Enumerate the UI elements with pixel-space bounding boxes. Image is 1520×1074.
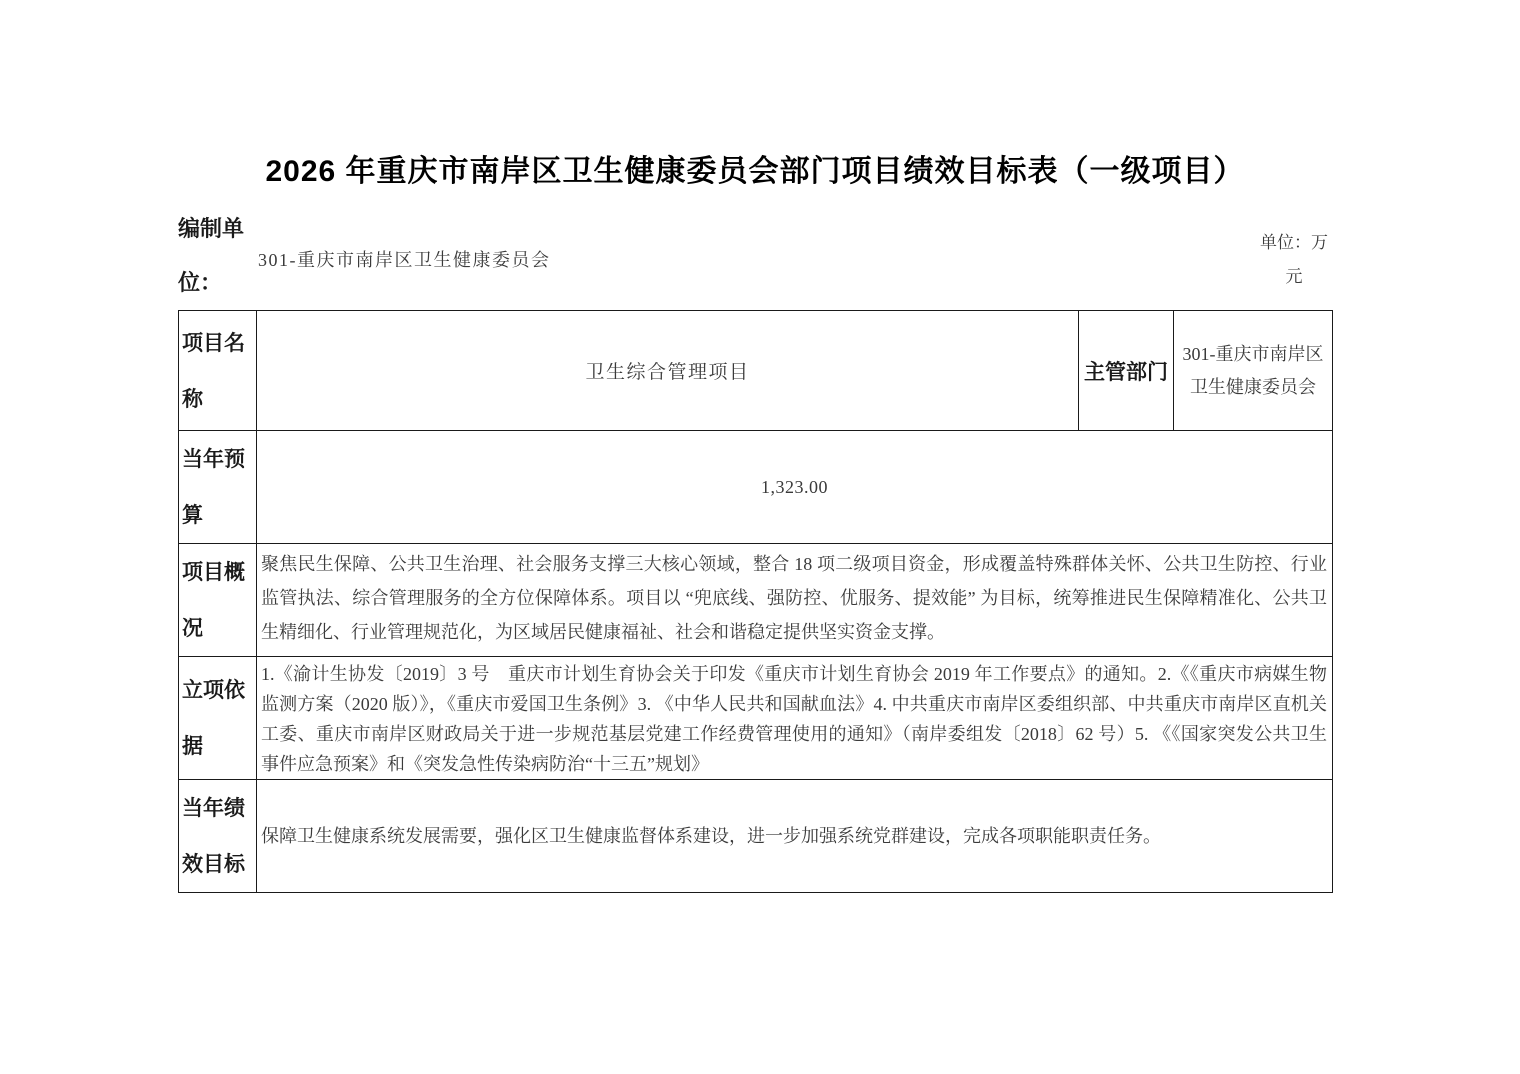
prepared-by-label: 编制单位： — [178, 216, 245, 295]
table-row — [179, 544, 1333, 657]
table-row — [179, 311, 1333, 431]
prepared-by-value: 301-重庆市南岸区卫生健康委员会 — [258, 250, 551, 270]
project-name-value: 卫生综合管理项目 — [257, 311, 1079, 431]
current-year-goal-value: 保障卫生健康系统发展需要，强化区卫生健康监督体系建设，进一步加强系统党群建设，完成各项职能职责任务。 — [257, 780, 1333, 893]
project-basis-label: 立项依据 — [179, 657, 257, 780]
supervising-dept-value: 301-重庆市南岸区卫生健康委员会 — [1174, 311, 1333, 431]
current-year-budget-value: 1,323.00 — [257, 431, 1333, 544]
project-basis-value: 1.《渝计生协发〔2019〕3 号 重庆市计划生育协会关于印发《重庆市计划生育协会 2019 年工作要点》的通知。2.《《重庆市病媒生物监测方案（2020 版）》，《重庆市爱国卫生条例》3. 《中华人民共和国献血法》4. 中共重庆市南岸区委组织部、中共重庆市南岸区直机关工委、重庆市南岸区财政局关于进一步规范基层党建工作经费管理使用的通知》（南岸委组发〔2018〕62 号）5. 《《国家突发公共卫生事件应急预案》和《突发急性传染病防治“十三五”规划》 — [257, 657, 1333, 780]
project-name-label: 项目名称 — [179, 311, 257, 431]
page-title: 2026 年重庆市南岸区卫生健康委员会部门项目绩效目标表（一级项目） — [265, 155, 1245, 188]
current-year-budget-label: 当年预算 — [179, 431, 257, 544]
table-row — [179, 780, 1333, 893]
performance-target-table — [178, 310, 1333, 893]
current-year-goal-label: 当年绩效目标 — [179, 780, 257, 893]
table-row — [179, 431, 1333, 544]
unit-note: 单位：万元 — [1260, 233, 1328, 286]
supervising-dept-label: 主管部门 — [1079, 311, 1174, 431]
project-overview-value: 聚焦民生保障、公共卫生治理、社会服务支撑三大核心领域，整合 18 项二级项目资金，形成覆盖特殊群体关怀、公共卫生防控、行业监管执法、综合管理服务的全方位保障体系。项目以 “兜底线、强防控、优服务、提效能” 为目标，统筹推进民生保障精准化、公共卫生精细化、行业管理规范化，为区域居民健康福祉、社会和谐稳定提供坚实资金支撑。 — [257, 544, 1333, 657]
table-row — [179, 657, 1333, 780]
project-overview-label: 项目概况 — [179, 544, 257, 657]
